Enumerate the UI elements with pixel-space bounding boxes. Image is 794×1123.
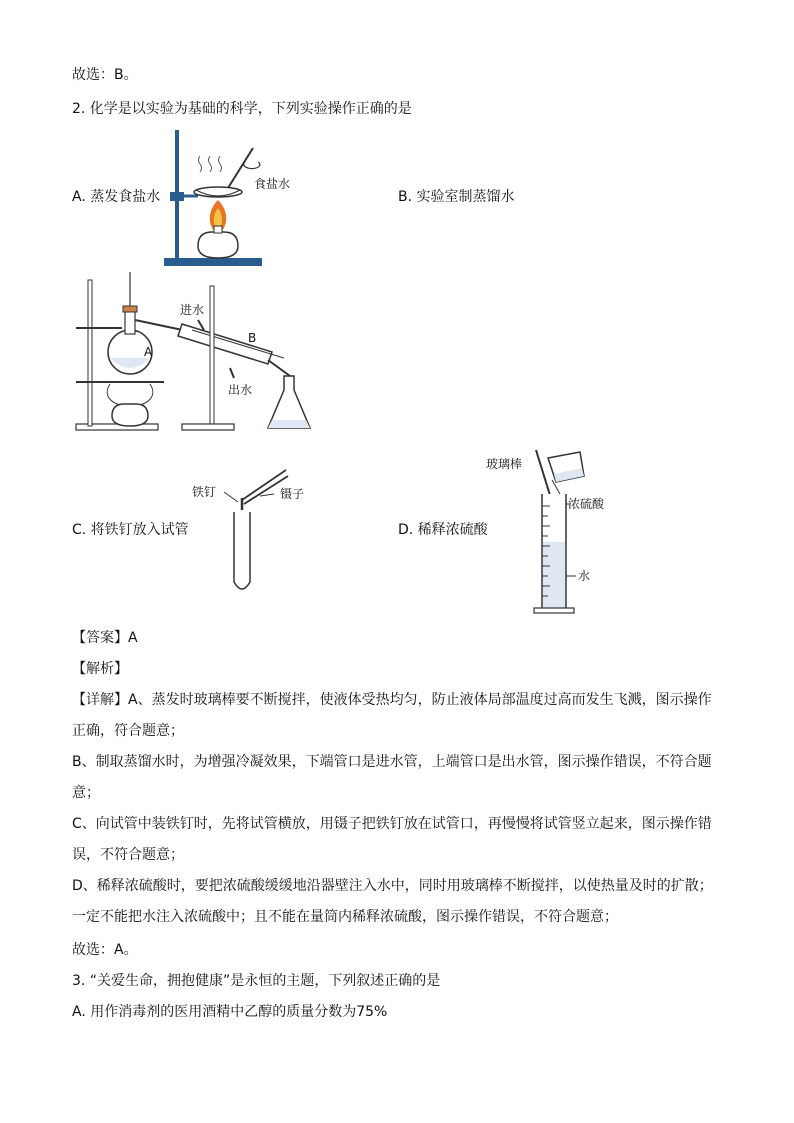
water-out-label: 出水 xyxy=(228,383,253,397)
water-label: 水 xyxy=(578,569,591,583)
explanation-line: 一定不能把水注入浓硫酸中；且不能在量筒内稀释浓硫酸，图示操作错误，不符合题意； xyxy=(72,909,618,925)
test-tube xyxy=(234,512,250,589)
option-d: D. 稀释浓硫酸 xyxy=(398,522,488,538)
flask-a-label: A xyxy=(144,345,153,359)
wire-gauze xyxy=(107,384,153,406)
question-2-stem: 2. 化学是以实验为基础的科学，下列实验操作正确的是 xyxy=(72,101,412,117)
alcohol-lamp xyxy=(198,232,238,258)
explanation-line: D、稀释浓硫酸时，要把浓硫酸缓缓地沿器壁注入水中，同时用玻璃棒不断搅拌，以使热量及时的扩散； xyxy=(72,878,713,894)
analysis-heading: 【解析】 xyxy=(72,661,128,677)
answer-line: 【答案】A xyxy=(72,630,138,646)
option-b: B. 实验室制蒸馏水 xyxy=(398,189,515,205)
glass-rod-label: 玻璃棒 xyxy=(486,457,523,471)
brine-label: 食盐水 xyxy=(254,177,291,191)
question-3-stem: 3. “关爱生命，拥抱健康”是永恒的主题，下列叙述正确的是 xyxy=(72,973,441,989)
evaporation-figure xyxy=(158,128,308,270)
water-out-arrow-icon xyxy=(230,368,234,378)
explanation-line: 误，不符合题意； xyxy=(72,847,184,863)
explanation-line: B、制取蒸馏水时，为增强冷凝效果，下端管口是进水管，上端管口是出水管，图示操作错误，不符合题 xyxy=(72,754,712,770)
water-in-label: 进水 xyxy=(180,303,205,317)
tweezers-label: 镊子 xyxy=(280,487,305,501)
distillation-figure xyxy=(72,266,332,438)
steam-lines xyxy=(199,156,222,172)
option-a: A. 蒸发食盐水 xyxy=(72,189,161,205)
conc-acid-label: 浓硫酸 xyxy=(568,497,605,511)
explanation-line: 【详解】A、蒸发时玻璃棒要不断搅拌，使液体受热均匀，防止液体局部温度过高而发生飞溅，图示操作 xyxy=(72,692,712,708)
final-answer: 故选：A。 xyxy=(72,942,138,958)
dilution-figure xyxy=(484,446,624,616)
stir-arrow-icon xyxy=(244,162,260,169)
condenser-b-label: B xyxy=(248,331,257,345)
explanation-line: 意； xyxy=(72,785,100,801)
alcohol-lamp-b xyxy=(112,404,148,426)
question-3-option-a: A. 用作消毒剂的医用酒精中乙醇的质量分数为75% xyxy=(72,1004,388,1020)
explanation-line: C、向试管中装铁钉时，先将试管横放，用镊子把铁钉放在试管口，再慢慢将试管竖立起来，图示操作错 xyxy=(72,816,712,832)
prev-answer: 故选：B。 xyxy=(72,67,138,83)
nail-test-tube-figure xyxy=(190,462,320,594)
iron-nail-label: 铁钉 xyxy=(192,485,217,499)
explanation-line: 正确，符合题意； xyxy=(72,723,184,739)
option-c: C. 将铁钉放入试管 xyxy=(72,522,189,538)
